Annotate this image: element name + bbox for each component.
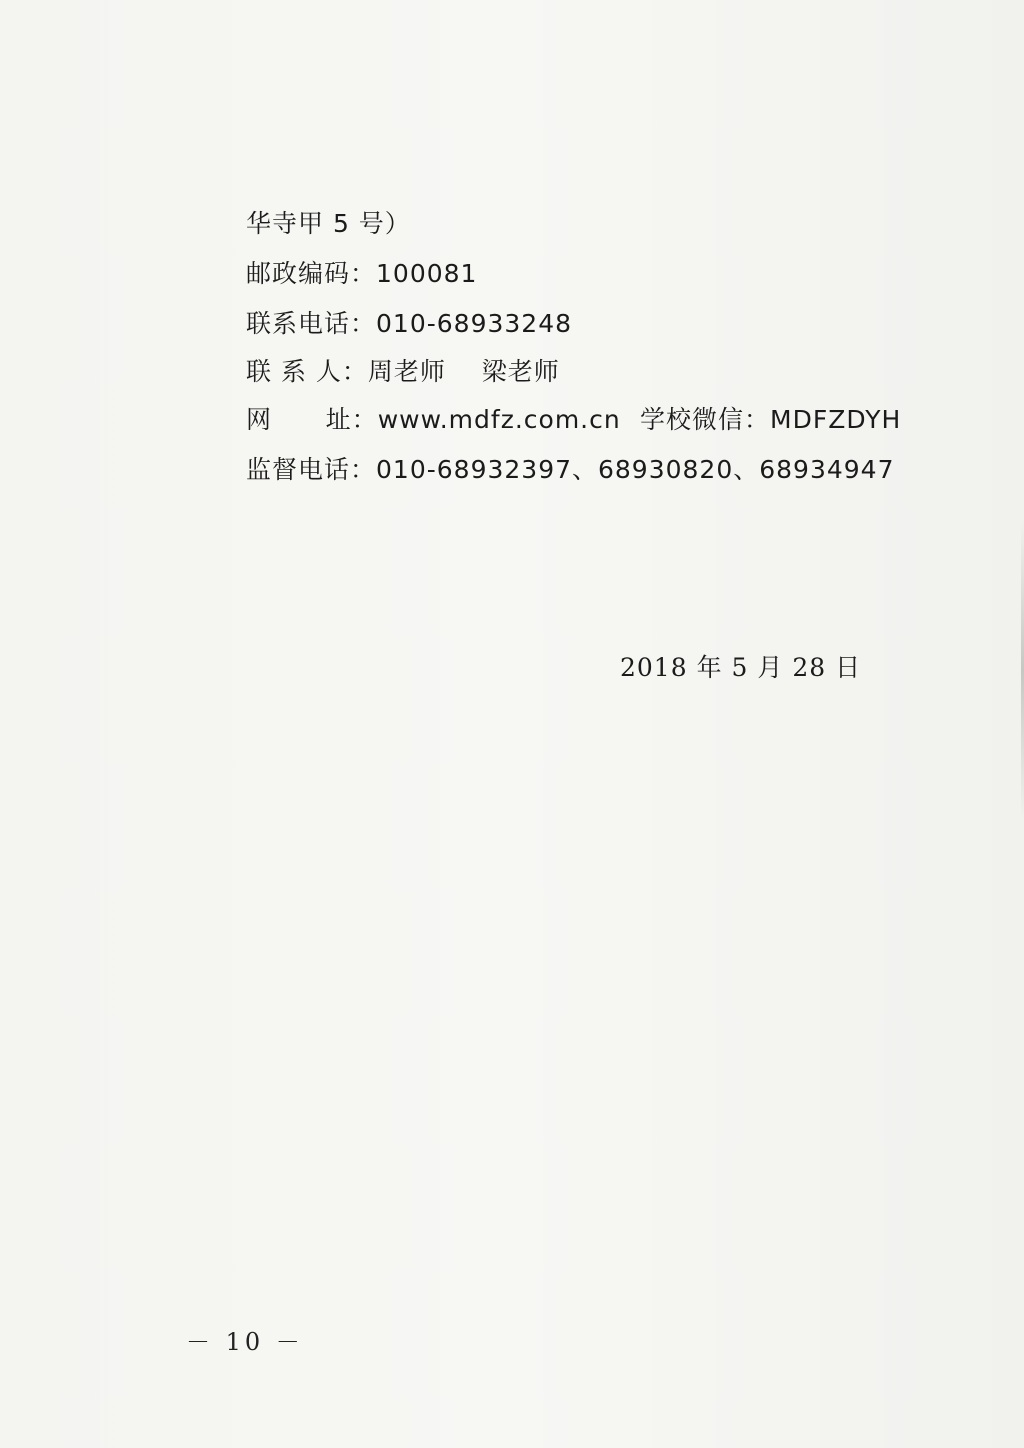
wechat-label: 学校微信： — [640, 405, 771, 434]
wechat-value: MDFZDYH — [770, 405, 902, 434]
website-label: 网 址： — [246, 405, 378, 434]
website-value: www.mdfz.com.cn — [377, 405, 621, 434]
phone-line — [246, 304, 572, 340]
page-number: － 10 － — [186, 1328, 304, 1356]
phone-label: 联系电话： — [246, 309, 377, 338]
address-line — [246, 204, 411, 240]
supervision-phone-label: 监督电话： — [246, 455, 377, 484]
contact-person-line — [246, 352, 560, 388]
postal-code-line — [246, 254, 477, 290]
supervision-phone-line — [246, 450, 895, 486]
postal-code-label: 邮政编码： — [246, 259, 377, 288]
document-date: 2018 年 5 月 28 日 — [620, 653, 862, 682]
address-text: 华寺甲 5 号） — [246, 209, 411, 238]
website-line — [246, 400, 621, 436]
supervision-phone-value: 010-68932397、68930820、68934947 — [376, 455, 895, 484]
phone-value: 010-68933248 — [376, 309, 572, 338]
contact-person-label: 联 系 人： — [246, 357, 368, 386]
contact-person-value: 周老师 梁老师 — [367, 357, 560, 386]
wechat-line — [640, 400, 901, 436]
postal-code-value: 100081 — [376, 259, 478, 288]
